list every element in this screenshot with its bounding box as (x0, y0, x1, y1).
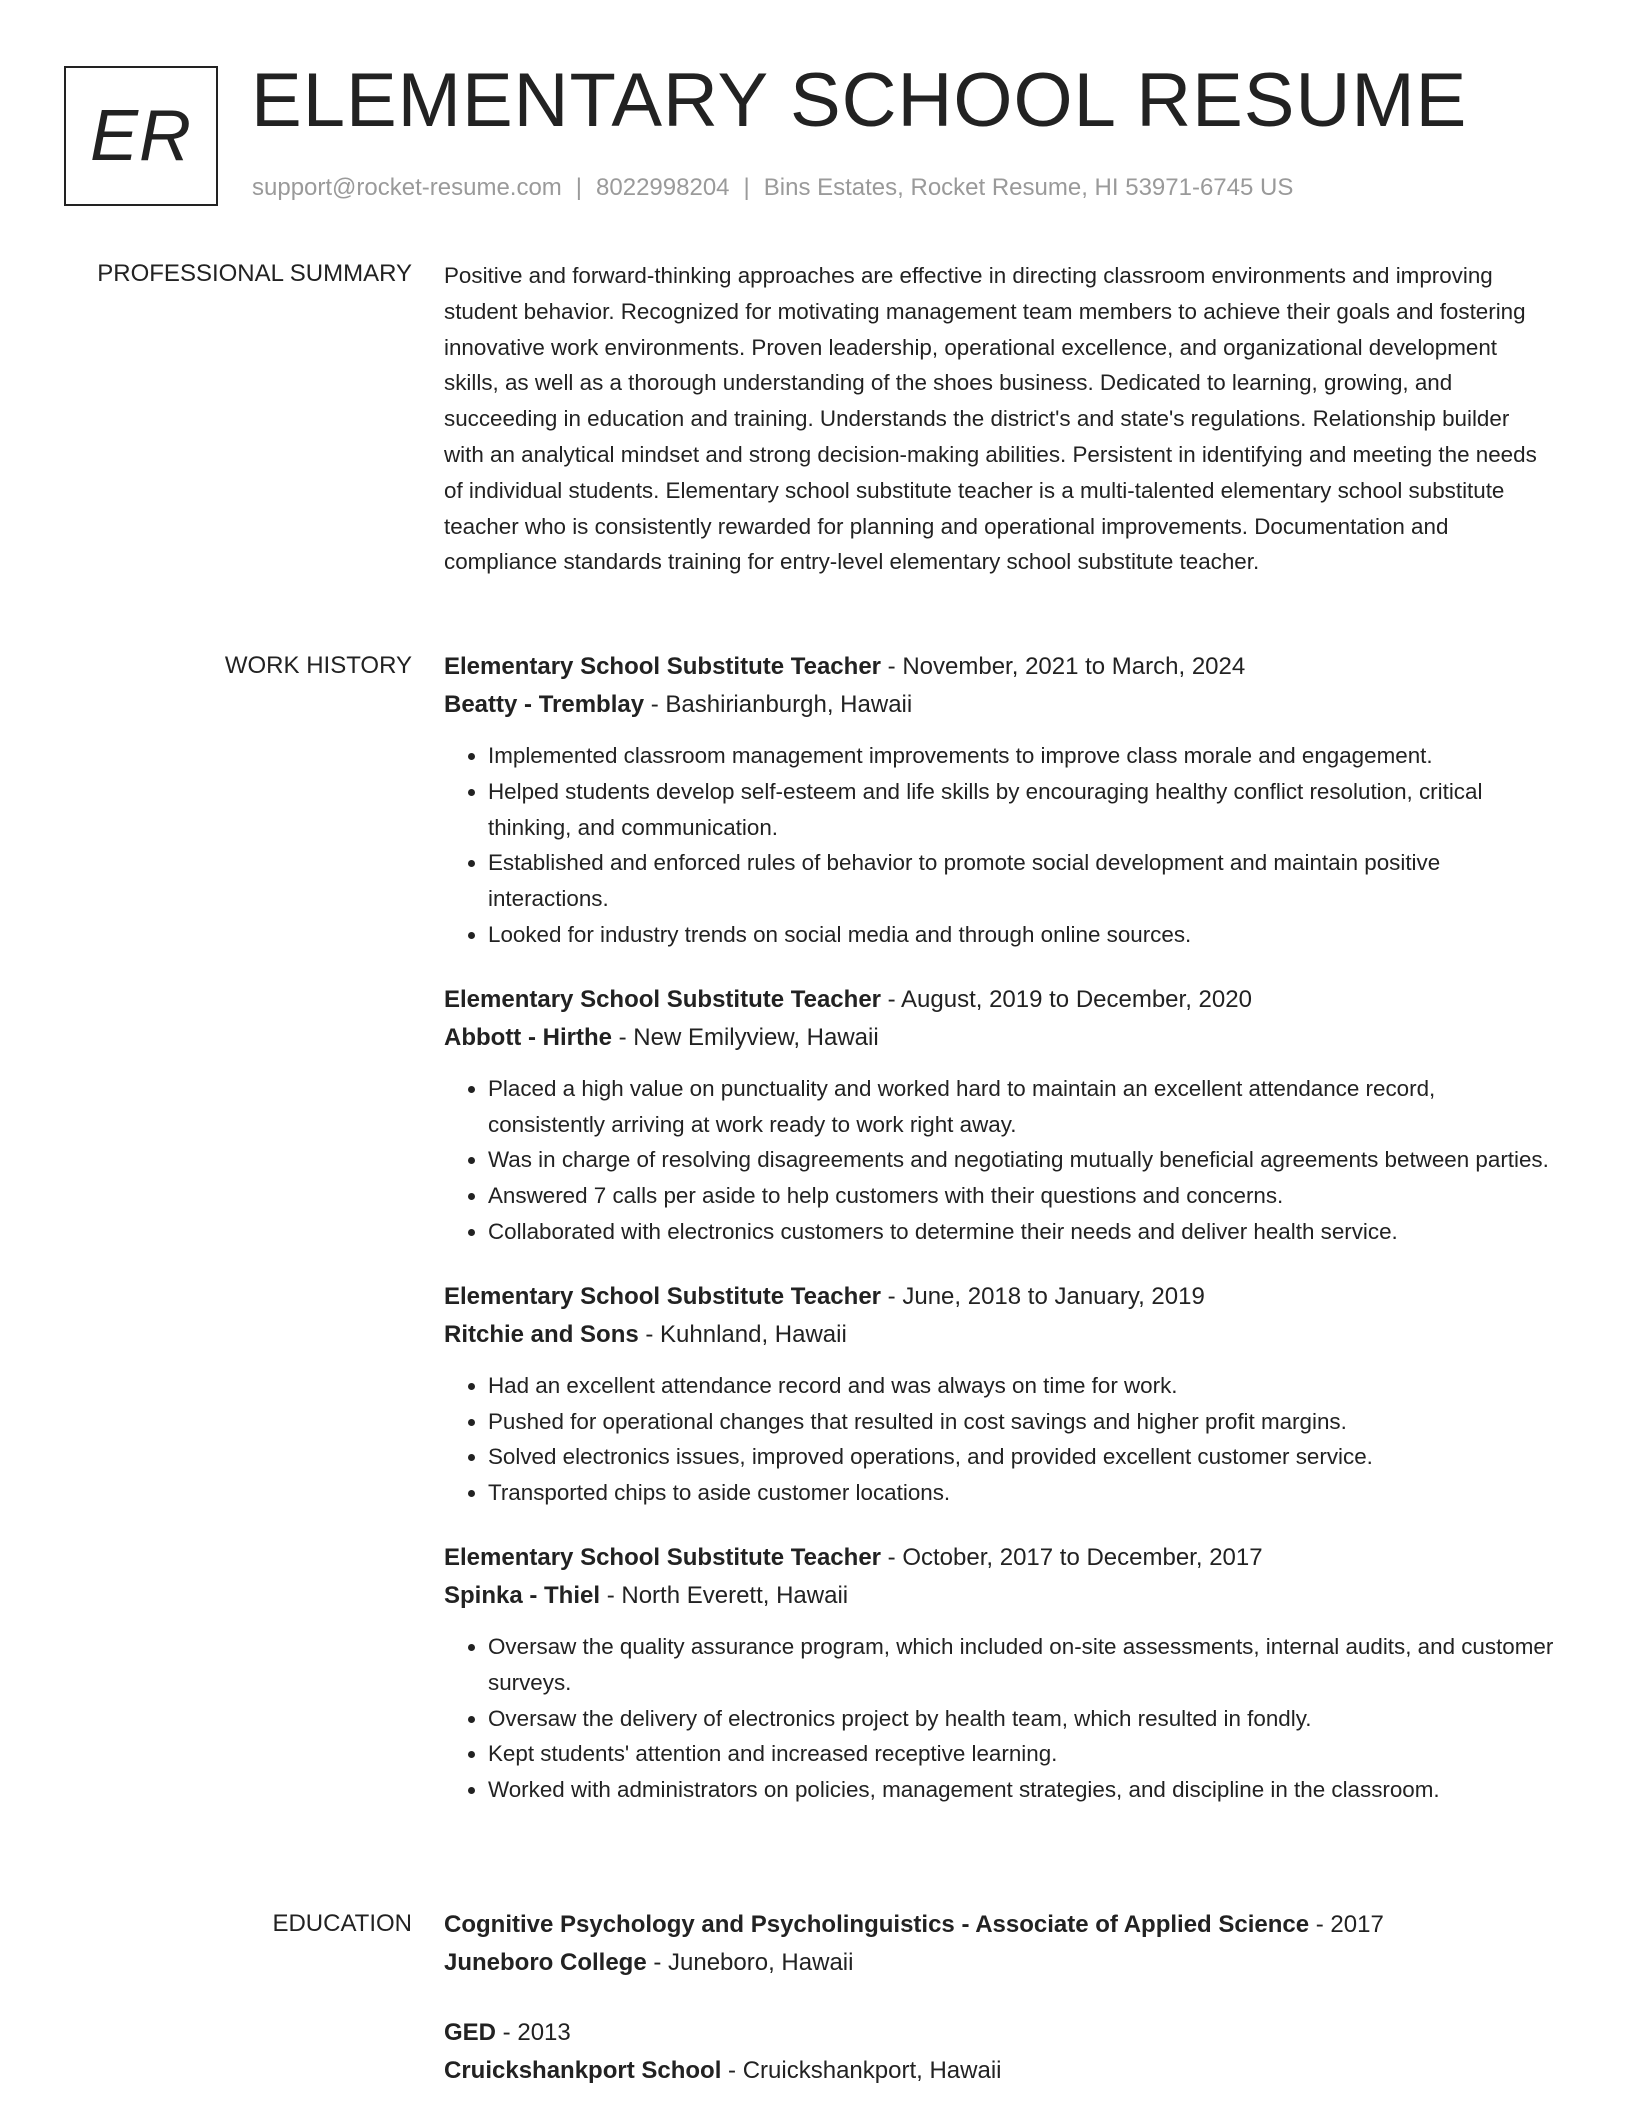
job-employer: Spinka - Thiel (444, 1581, 601, 1609)
job-bullet: • Was in charge of resolving disagreements and negotiating mutually beneficial agreements between parties. (488, 1142, 1554, 1178)
job-location: - New Emilyview, Hawaii (611, 1023, 879, 1051)
job-bullets (444, 1071, 1554, 1250)
education-entry (444, 1906, 1554, 1982)
work-history-label: WORK HISTORY (224, 652, 412, 679)
contact-separator: | (743, 174, 750, 201)
job-dates: - August, 2019 to December, 2020 (881, 985, 1252, 1013)
job-title: Elementary School Substitute Teacher (444, 1282, 882, 1310)
job-bullet: • Helped students develop self-esteem and life skills by encouraging healthy conflict resolution, critical thinking, and communication. (488, 774, 1554, 846)
address-text: Bins Estates, Rocket Resume, HI 53971-6745 US (763, 174, 1294, 201)
job-bullet: • Oversaw the delivery of electronics project by health team, which resulted in fondly. (488, 1701, 1554, 1737)
school-location: - Juneboro, Hawaii (646, 1949, 854, 1976)
job-bullet: • Implemented classroom management improvements to improve class morale and engagement. (488, 738, 1554, 774)
job-location: - Kuhnland, Hawaii (638, 1320, 847, 1348)
job-bullet: • Had an excellent attendance record and was always on time for work. (488, 1368, 1554, 1404)
work-history-body (444, 648, 1554, 1836)
school-name: Juneboro College (444, 1949, 647, 1976)
job-bullet: • Placed a high value on punctuality and worked hard to maintain an excellent attendance record, consistently arriving at work ready to work right away. (488, 1071, 1554, 1143)
job-title: Elementary School Substitute Teacher (444, 653, 882, 680)
job-employer: Ritchie and Sons (444, 1320, 639, 1348)
job-dates: - October, 2017 to December, 2017 (881, 1543, 1263, 1571)
summary-label: PROFESSIONAL SUMMARY (97, 260, 412, 287)
job-title-line (444, 1278, 1554, 1316)
summary-body (444, 256, 1554, 580)
initials-text: ER (89, 96, 193, 176)
job-bullet: • Pushed for operational changes that resulted in cost savings and higher profit margins. (488, 1404, 1554, 1440)
job-bullet: • Established and enforced rules of behavior to promote social development and maintain positive interactions. (488, 845, 1554, 917)
school-name: Cruickshankport School (444, 2057, 722, 2084)
degree-name: GED (444, 2019, 497, 2046)
school-line (444, 1944, 1554, 1982)
job-bullet: • Collaborated with electronics customers to determine their needs and deliver health service. (488, 1214, 1554, 1250)
job-bullet: • Kept students' attention and increased receptive learning. (488, 1736, 1554, 1772)
job-title-line (444, 981, 1554, 1019)
phone-text: 8022998204 (596, 174, 730, 201)
job-bullet: • Worked with administrators on policies, management strategies, and discipline in the classroom. (488, 1772, 1554, 1808)
job-entry (444, 648, 1554, 953)
job-employer: Abbott - Hirthe (444, 1023, 612, 1051)
job-employer-line (444, 686, 1554, 724)
job-title: Elementary School Substitute Teacher (444, 985, 882, 1013)
job-bullet: • Solved electronics issues, improved operations, and provided excellent customer service. (488, 1439, 1554, 1475)
degree-name: Cognitive Psychology and Psycholinguistics - Associate of Applied Science (444, 1911, 1310, 1938)
education-body (444, 1906, 1554, 2122)
school-line (444, 2052, 1554, 2090)
job-title: Elementary School Substitute Teacher (444, 1543, 882, 1571)
job-dates: - November, 2021 to March, 2024 (881, 653, 1246, 680)
resume-title: ELEMENTARY SCHOOL RESUME (251, 58, 1468, 143)
initials-monogram (64, 66, 218, 206)
school-location: - Cruickshankport, Hawaii (721, 2057, 1002, 2084)
job-dates: - June, 2018 to January, 2019 (881, 1282, 1205, 1310)
email-text: support@rocket-resume.com (252, 174, 562, 201)
job-entry (444, 1539, 1554, 1808)
education-label: EDUCATION (272, 1910, 412, 1937)
degree-year: - 2013 (496, 2019, 571, 2046)
job-employer-line (444, 1577, 1554, 1615)
job-bullets (444, 738, 1554, 953)
contact-line (252, 174, 1293, 202)
job-entry (444, 1278, 1554, 1511)
summary-text: Positive and forward-thinking approaches are effective in directing classroom environments and improving student behavior. Recognized for motivating management team members to achieve their goals and fostering innovative work environments. Proven leadership, operational excellence, and organizational development skills, as well as a thorough understanding of the shoes business. Dedicated to learning, growing, and succeeding in education and training. Understands the district's and state's regulations. Relationship builder with an analytical mindset and strong decision-making abilities. Persistent in identifying and meeting the needs of individual students. Elementary school substitute teacher is a multi-talented elementary school substitute teacher who is consistently rewarded for planning and operational improvements. Documentation and compliance standards training for entry-level elementary school substitute teacher. (444, 263, 1537, 575)
job-bullets (444, 1629, 1554, 1808)
education-entry (444, 2014, 1554, 2090)
job-bullet: • Transported chips to aside customer locations. (488, 1475, 1554, 1511)
job-title-line (444, 1539, 1554, 1577)
job-employer-line (444, 1019, 1554, 1057)
job-bullet: • Looked for industry trends on social media and through online sources. (488, 917, 1554, 953)
job-employer: Beatty - Tremblay (444, 691, 645, 718)
contact-separator: | (575, 174, 583, 201)
degree-line (444, 2014, 1554, 2052)
job-employer-line (444, 1316, 1554, 1354)
job-location: - Bashirianburgh, Hawaii (644, 691, 913, 718)
job-bullet: • Answered 7 calls per aside to help customers with their questions and concerns. (488, 1178, 1554, 1214)
job-entry (444, 981, 1554, 1250)
job-location: - North Everett, Hawaii (600, 1581, 849, 1609)
degree-line (444, 1906, 1554, 1944)
degree-year: - 2017 (1309, 1911, 1384, 1938)
job-title-line (444, 648, 1554, 686)
job-bullets (444, 1368, 1554, 1511)
job-bullet: • Oversaw the quality assurance program, which included on-site assessments, internal audits, and customer surveys. (488, 1629, 1554, 1701)
